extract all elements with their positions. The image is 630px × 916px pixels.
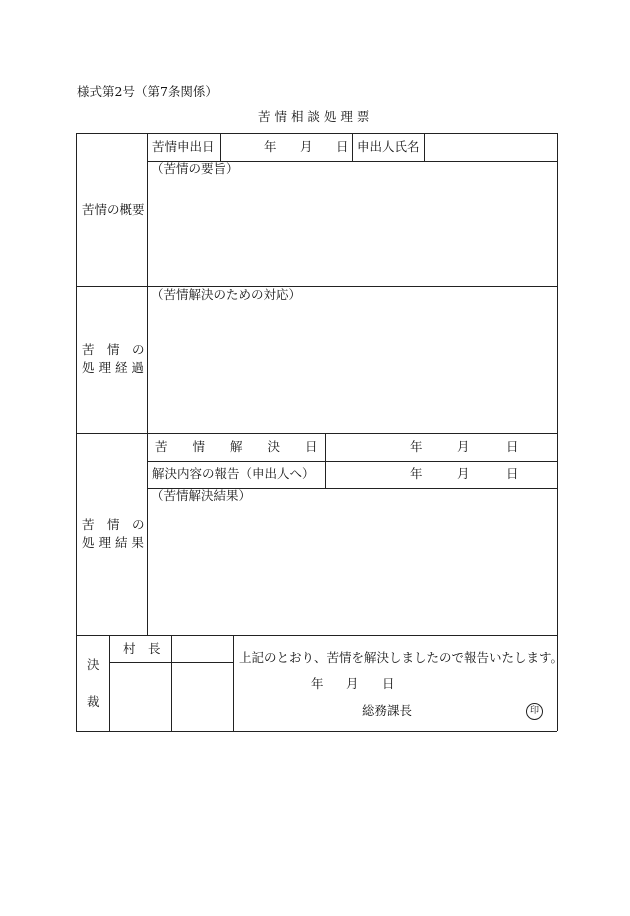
resolved-date-field[interactable]: [326, 434, 557, 461]
resolved-date-year: 年: [410, 439, 423, 454]
form-title: 苦 情 相 談 処 理 票: [258, 109, 370, 124]
approver-seal-field-2[interactable]: [172, 636, 233, 731]
mayor-seal-field[interactable]: [110, 663, 171, 731]
form-number: 様式第2号（第7条関係）: [77, 84, 218, 99]
signer-title: 総務課長: [362, 703, 413, 718]
approval-label-bottom: 裁: [87, 694, 100, 709]
report-date-month: 月: [457, 466, 470, 481]
report-date-month-label: 月: [346, 676, 359, 691]
report-statement: 上記のとおり、苦情を解決しましたので報告いたします。: [239, 650, 564, 665]
result-field[interactable]: [148, 505, 557, 635]
resolved-date-month: 月: [457, 439, 470, 454]
report-date-label: 解決内容の報告（申出人へ）: [152, 466, 315, 481]
seal-mark-icon: 印: [526, 703, 543, 720]
complaint-date-field[interactable]: [221, 134, 352, 161]
result-label: （苦情解決結果）: [151, 488, 252, 503]
resolved-date-label: 苦 情 解 決 日: [155, 439, 318, 454]
section-result-label-line1: 苦 情 の: [82, 517, 145, 532]
report-date-day-label: 日: [382, 676, 395, 691]
report-date-year: 年: [410, 466, 423, 481]
report-date-year-label: 年: [311, 676, 324, 691]
section-result-label-line2: 処 理 結 果: [82, 535, 144, 550]
section-process-label-line1: 苦 情 の: [82, 342, 145, 357]
applicant-name-header: 申出人氏名: [357, 139, 420, 154]
complaint-summary-field[interactable]: [148, 178, 557, 286]
complaint-date-year: 年: [264, 139, 277, 154]
complaint-date-month: 月: [300, 139, 313, 154]
approval-label-top: 決: [87, 657, 100, 672]
response-label: （苦情解決のための対応）: [151, 287, 302, 302]
complaint-summary-label: （苦情の要旨）: [151, 161, 239, 176]
section-process-label-line2: 処 理 経 過: [82, 360, 144, 375]
report-date-field[interactable]: [326, 462, 557, 488]
complaint-date-header: 苦情申出日: [152, 139, 215, 154]
applicant-name-field[interactable]: [425, 134, 557, 161]
section-complaint-summary-label: 苦情の概要: [82, 202, 145, 217]
complaint-date-day: 日: [336, 139, 349, 154]
mayor-header: 村 長: [123, 641, 161, 656]
resolved-date-day: 日: [506, 439, 519, 454]
report-date-day: 日: [506, 466, 519, 481]
response-field[interactable]: [148, 304, 557, 433]
